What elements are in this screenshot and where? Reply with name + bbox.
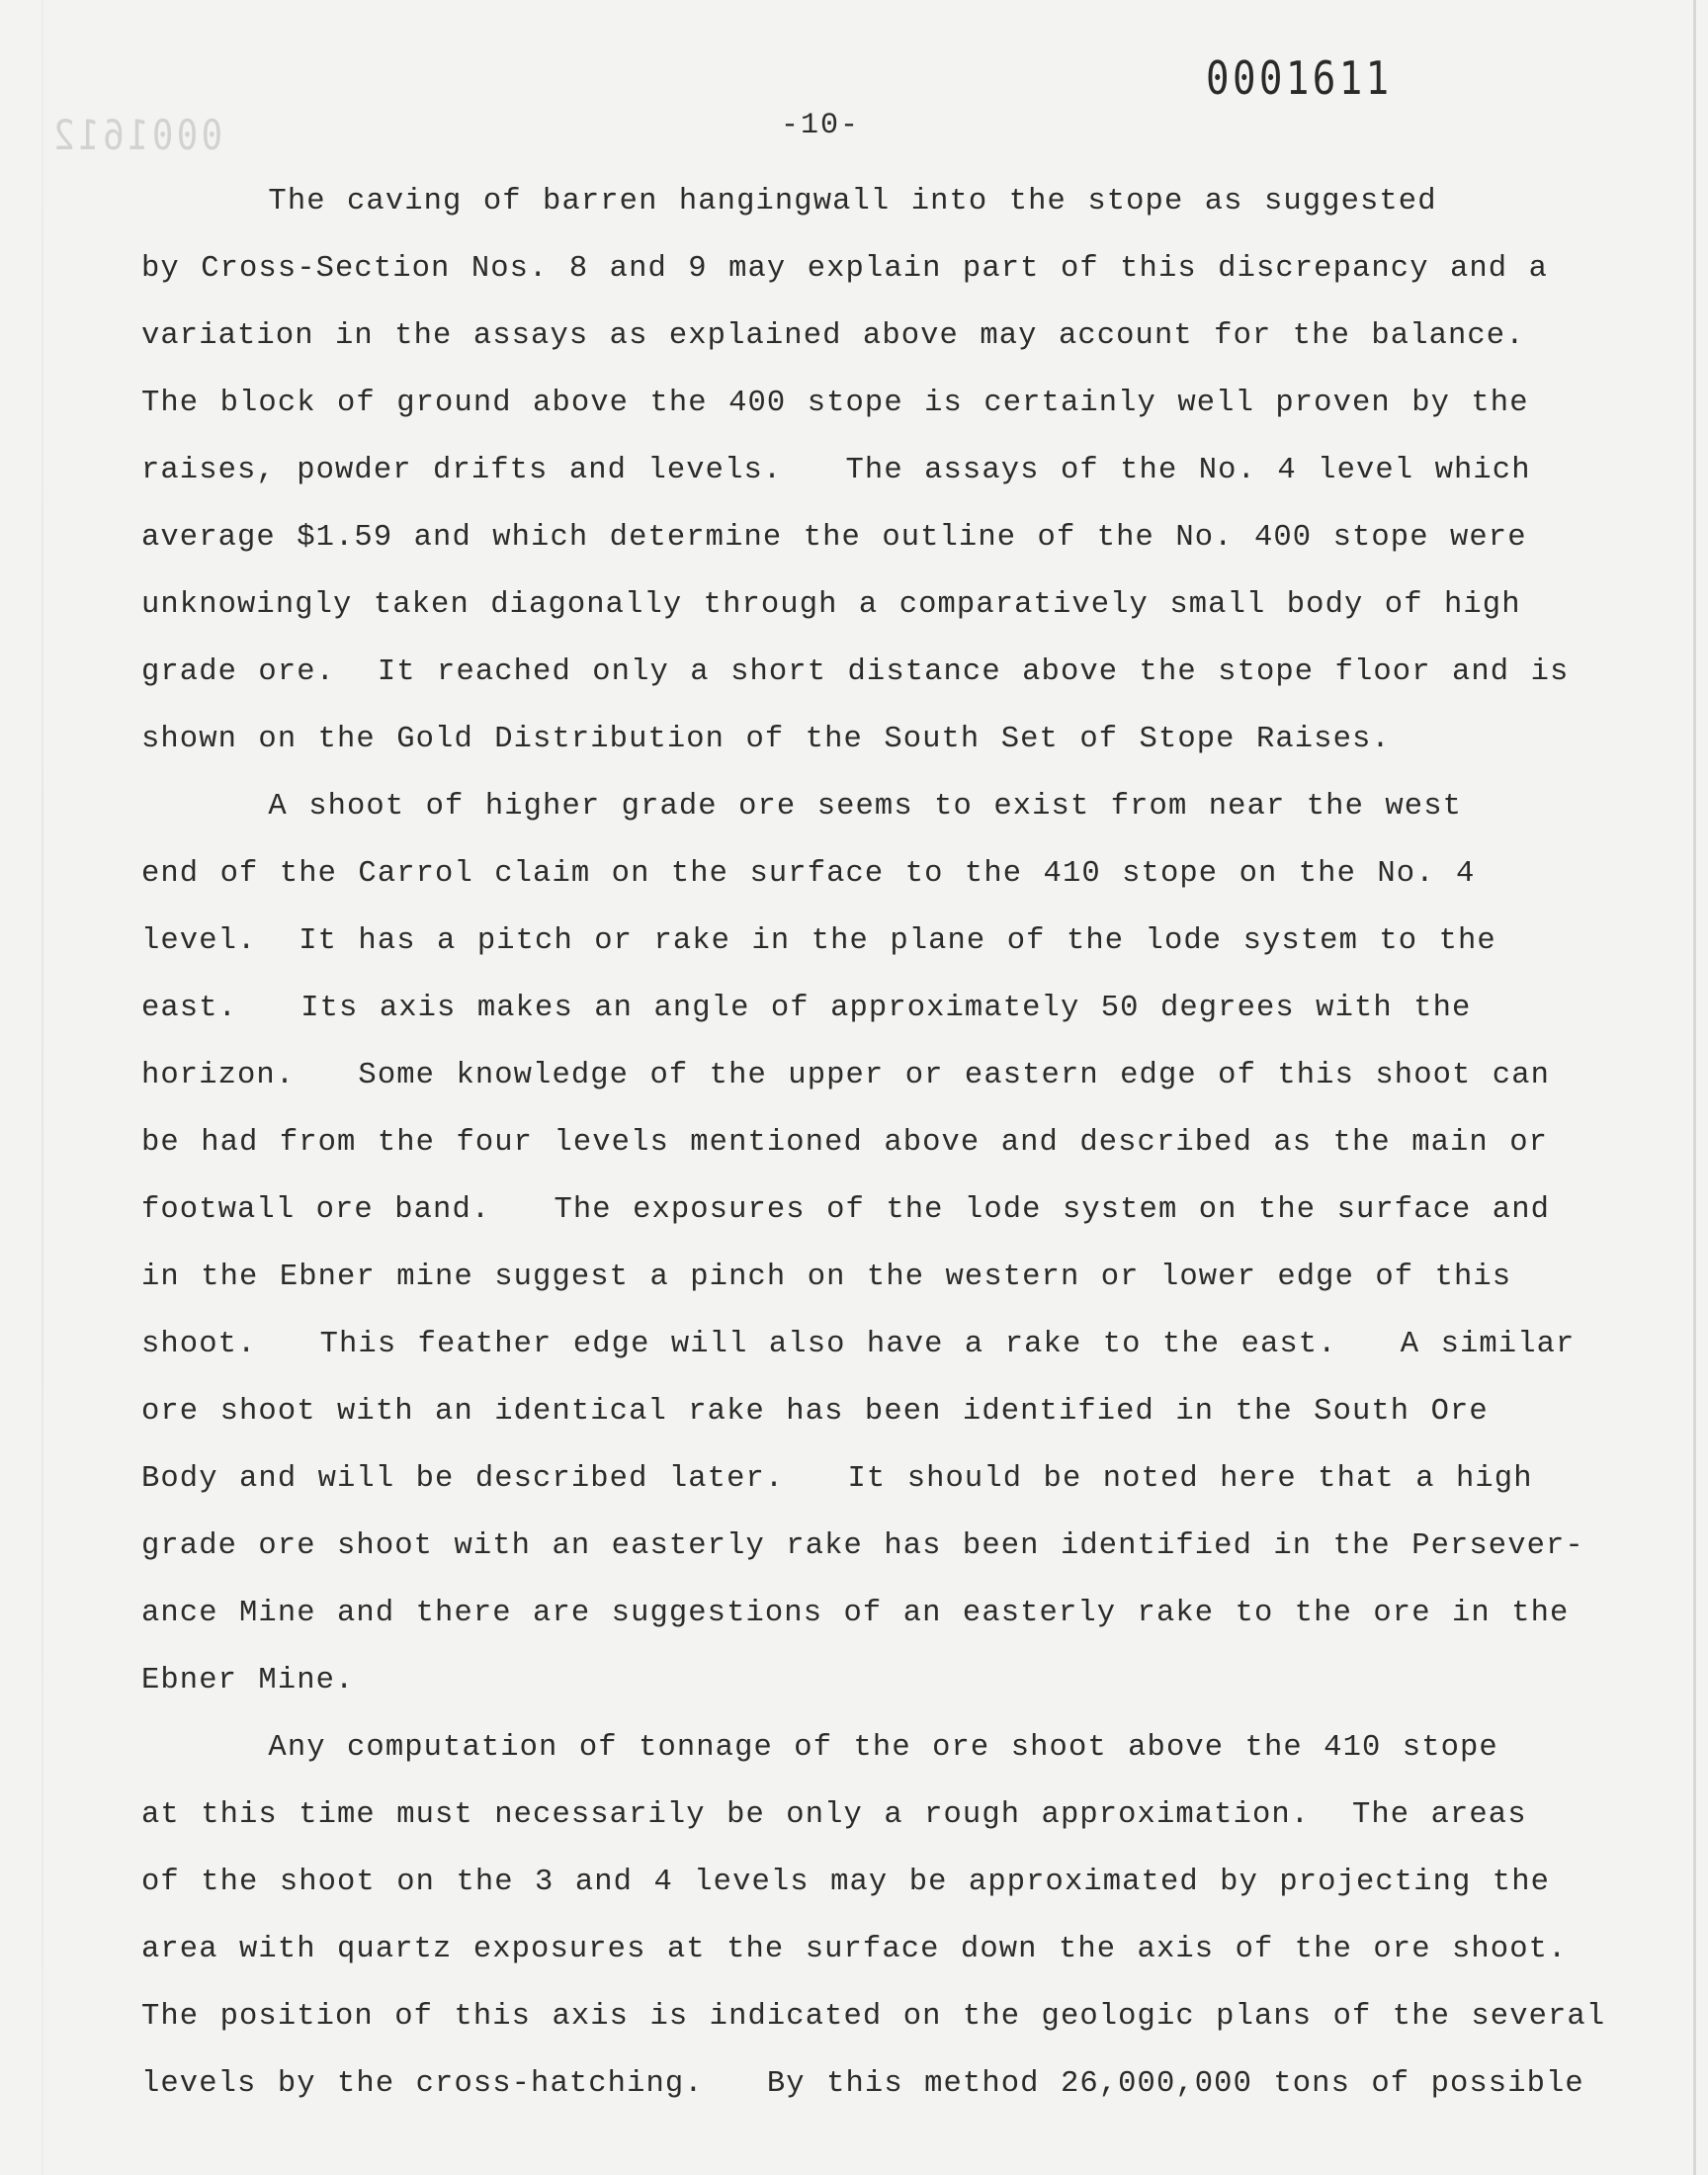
text-line: area with quartz exposures at the surface down the axis of the ore shoot. bbox=[141, 1933, 1568, 1966]
text-line: east. Its axis makes an angle of approximately 50 degrees with the bbox=[141, 992, 1472, 1025]
document-control-stamp: 0001611 bbox=[1206, 51, 1393, 105]
text-line: ore shoot with an identical rake has been identified in the South Ore bbox=[141, 1395, 1489, 1429]
paragraph-3 bbox=[141, 1714, 1664, 2118]
text-line: by Cross-Section Nos. 8 and 9 may explain part of this discrepancy and a bbox=[141, 252, 1549, 286]
text-line: average $1.59 and which determine the outline of the No. 400 stope were bbox=[141, 521, 1527, 555]
paragraph-2 bbox=[141, 773, 1664, 1714]
text-line: footwall ore band. The exposures of the lode system on the surface and bbox=[141, 1193, 1551, 1227]
page-right-edge-shadow bbox=[1693, 0, 1696, 2175]
page-left-edge-shadow bbox=[42, 0, 43, 2175]
text-line: be had from the four levels mentioned above and described as the main or bbox=[141, 1126, 1549, 1160]
text-line: of the shoot on the 3 and 4 levels may be approximated by projecting the bbox=[141, 1866, 1551, 1899]
page-number: -10- bbox=[781, 109, 861, 142]
text-line: end of the Carrol claim on the surface to the 410 stope on the No. 4 bbox=[141, 857, 1476, 891]
text-line: shoot. This feather edge will also have a rake to the east. A similar bbox=[141, 1328, 1576, 1361]
text-line: grade ore shoot with an easterly rake has been identified in the Persever- bbox=[141, 1529, 1584, 1563]
text-line: horizon. Some knowledge of the upper or eastern edge of this shoot can bbox=[141, 1059, 1551, 1092]
text-line: grade ore. It reached only a short distance above the stope floor and is bbox=[141, 655, 1570, 689]
text-line: Ebner Mine. bbox=[141, 1664, 355, 1697]
text-line: at this time must necessarily be only a rough approximation. The areas bbox=[141, 1798, 1527, 1832]
text-line: levels by the cross-hatching. By this method 26,000,000 tons of possible bbox=[141, 2067, 1584, 2101]
body-text bbox=[141, 168, 1664, 2118]
text-line: shown on the Gold Distribution of the South Set of Stope Raises. bbox=[141, 723, 1391, 756]
text-line: A shoot of higher grade ore seems to exist from near the west bbox=[141, 790, 1462, 824]
text-line: unknowingly taken diagonally through a comparatively small body of high bbox=[141, 588, 1521, 622]
paragraph-1 bbox=[141, 168, 1664, 773]
text-line: raises, powder drifts and levels. The assays of the No. 4 level which bbox=[141, 454, 1531, 487]
text-line: variation in the assays as explained above may account for the balance. bbox=[141, 319, 1525, 353]
text-line: The block of ground above the 400 stope is certainly well proven by the bbox=[141, 387, 1529, 420]
text-line: Any computation of tonnage of the ore shoot above the 410 stope bbox=[141, 1731, 1498, 1765]
text-line: in the Ebner mine suggest a pinch on the western or lower edge of this bbox=[141, 1261, 1512, 1294]
text-line: level. It has a pitch or rake in the plane of the lode system to the bbox=[141, 924, 1496, 958]
text-line: The caving of barren hangingwall into the stope as suggested bbox=[141, 185, 1437, 218]
bleed-through-stamp: 0001612 bbox=[49, 111, 223, 159]
text-line: ance Mine and there are suggestions of an easterly rake to the ore in the bbox=[141, 1597, 1570, 1630]
text-line: Body and will be described later. It should be noted here that a high bbox=[141, 1462, 1533, 1496]
text-line: The position of this axis is indicated on the geologic plans of the several bbox=[141, 2000, 1606, 2034]
